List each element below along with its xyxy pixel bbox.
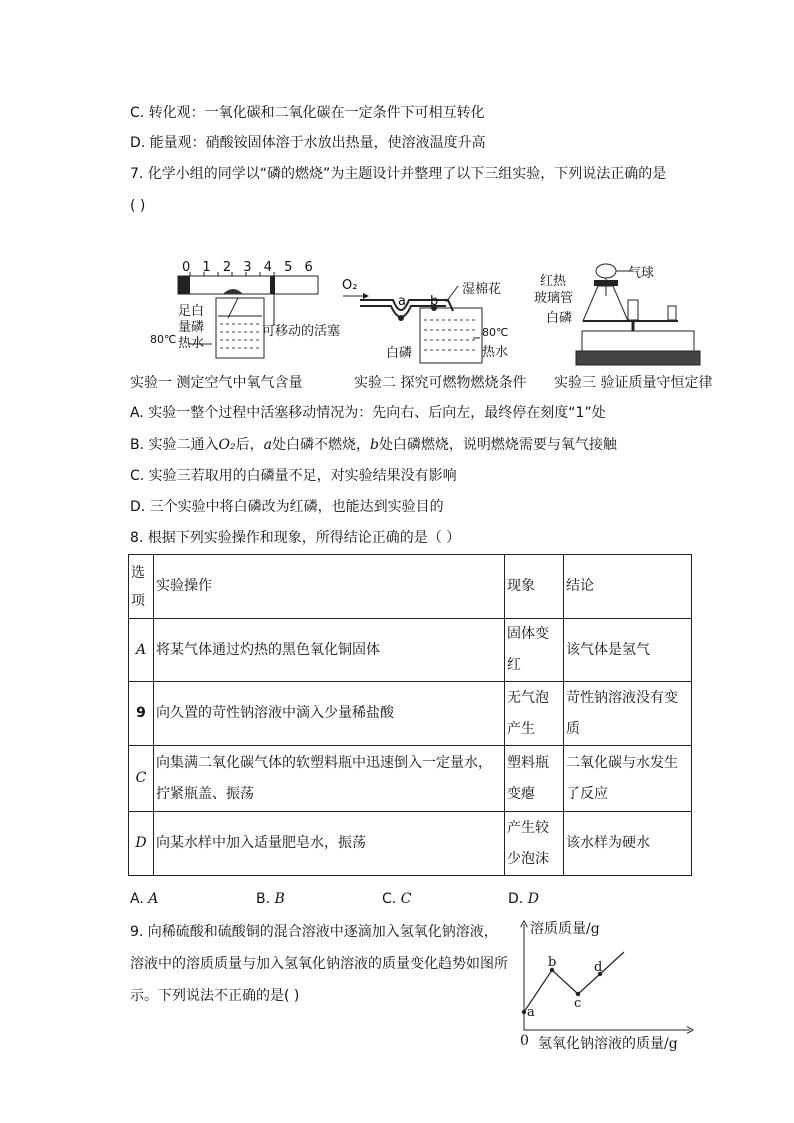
q8-answer-c: C. C (382, 891, 412, 907)
chart-label-b: b (548, 955, 557, 970)
chart-label-d: d (594, 960, 603, 975)
exp1-label-water: 热水 (178, 336, 205, 351)
table-row (129, 682, 692, 746)
exp1-label-temp: 80℃ (150, 333, 177, 346)
row-conclusion: 该气体是氢气 (564, 619, 692, 682)
row-conclusion: 该水样为硬水 (564, 812, 692, 876)
chart-label-a: a (527, 1005, 535, 1020)
row-phenomenon: 固体变红 (505, 619, 564, 682)
scale-numbers: 0 1 2 3 4 5 6 (182, 260, 317, 275)
q9-stem-line1: 9. 向稀硫酸和硫酸铜的混合溶液中逐滴加入氢氧化钠溶液， (130, 924, 498, 940)
q7-paren: ( ) (130, 198, 146, 214)
option-d-line: D. 能量观：硝酸铵固体溶于水放出热量，使溶液温度升高 (130, 135, 486, 151)
table-row (129, 619, 692, 682)
chart-xlabel: 氢氧化钠溶液的质量/g (538, 1036, 678, 1052)
exp3-label-phosphorus: 白磷 (546, 311, 573, 326)
q9-stem-line3: 示。下列说法不正确的是( ) (130, 988, 300, 1004)
caption-exp3: 实验三 验证质量守恒定律 (554, 375, 713, 391)
exp2-label-phosphorus: 白磷 (386, 346, 413, 361)
row-conclusion: 苛性钠溶液没有变质 (564, 682, 692, 746)
q7-option-d: D. 三个实验中将白磷改为红磷，也能达到实验目的 (130, 499, 444, 515)
exp3-label-red-hot: 红热 (540, 274, 567, 289)
row-operation: 向集满二氧化碳气体的软塑料瓶中迅速倒入一定量水，拧紧瓶盖、振荡 (154, 746, 505, 812)
table-row (129, 746, 692, 812)
exp3-label-balloon: 气球 (628, 266, 655, 281)
point-a (522, 1010, 526, 1014)
exp1-label-piston: 可移动的活塞 (262, 324, 341, 339)
chart-label-c: c (574, 996, 582, 1011)
row-option: A (129, 619, 154, 682)
row-option: 9 (129, 682, 154, 746)
row-phenomenon: 产生较少泡沫 (505, 812, 564, 876)
chart-origin: 0 (520, 1033, 529, 1049)
exp2-label-a: a (398, 294, 406, 309)
table-row (129, 812, 692, 876)
header-operation: 实验操作 (154, 555, 505, 619)
row-operation: 向某水样中加入适量肥皂水，振荡 (154, 812, 505, 876)
q7-option-c: C. 实验三若取用的白磷量不足，对实验结果没有影响 (130, 468, 457, 484)
q8-answer-a: A. A (130, 891, 159, 907)
row-option: D (129, 812, 154, 876)
header-conclusion: 结论 (564, 555, 692, 619)
table-header-row (129, 555, 692, 619)
row-phenomenon: 无气泡产生 (505, 682, 564, 746)
option-c-line: C. 转化观：一氧化碳和二氧化碳在一定条件下可相互转化 (130, 105, 485, 121)
exp3-label-tube: 玻璃管 (534, 291, 574, 306)
exp1-label-zubai: 足白 (178, 304, 205, 319)
header-phenomenon: 现象 (505, 555, 564, 619)
q7-option-b: B. 实验二通入O₂后，a处白磷不燃烧，b处白磷燃烧，说明燃烧需要与氧气接触 (130, 437, 617, 453)
exp2-label-temp: 80℃ (482, 326, 509, 339)
caption-exp2: 实验二 探究可燃物燃烧条件 (354, 375, 527, 391)
exp2-label-water: 热水 (482, 345, 509, 360)
row-conclusion: 二氧化碳与水发生了反应 (564, 746, 692, 812)
row-operation: 将某气体通过灼热的黑色氧化铜固体 (154, 619, 505, 682)
row-operation: 向久置的苛性钠溶液中滴入少量稀盐酸 (154, 682, 505, 746)
q7-option-a: A. 实验一整个过程中活塞移动情况为：先向右、后向左，最终停在刻度“1”处 (130, 405, 606, 421)
exp2-label-o2: O₂ (342, 278, 358, 293)
exp1-label-liangling: 量磷 (178, 320, 205, 335)
chart-ylabel: 溶质质量/g (530, 921, 600, 937)
q9-stem-line2: 溶液中的溶质质量与加入氢氧化钠溶液的质量变化趋势如图所 (130, 956, 508, 972)
q8-table (128, 554, 692, 876)
exp2-label-cotton: 湿棉花 (462, 282, 502, 297)
q7-stem: 7. 化学小组的同学以“磷的燃烧”为主题设计并整理了以下三组实验，下列说法正确的是 (130, 166, 667, 182)
header-option: 选项 (129, 555, 154, 619)
q8-answer-b: B. B (256, 891, 285, 907)
q8-stem: 8. 根据下列实验操作和现象，所得结论正确的是（ ） (130, 530, 461, 546)
caption-exp1: 实验一 测定空气中氧气含量 (130, 375, 303, 391)
experiment-2-apparatus (343, 286, 482, 363)
row-phenomenon: 塑料瓶变瘪 (505, 746, 564, 812)
q8-answer-d: D. D (508, 891, 539, 907)
row-option: C (129, 746, 154, 812)
exp2-label-b: b (430, 294, 439, 309)
